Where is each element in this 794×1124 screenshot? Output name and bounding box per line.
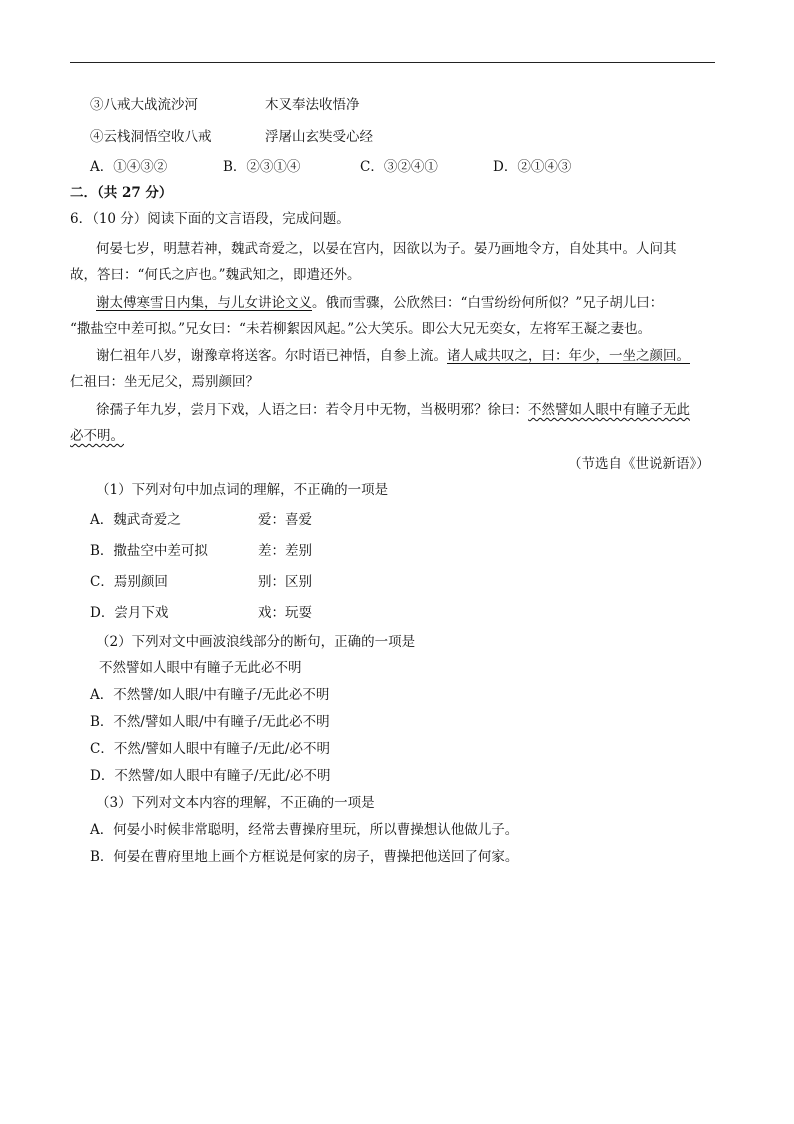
passage-source: （节选自《世说新语》） <box>568 456 710 472</box>
match-row-left: ③八戒大战流沙河 <box>90 97 198 113</box>
sub1-question: （1）下列对句中加点词的理解，不正确的一项是 <box>96 482 389 498</box>
sub1-option-a-gloss: 爱：喜爱 <box>258 512 312 528</box>
sub2-option-a[interactable]: A．不然譬/如人眼/中有瞳子/无此必不明 <box>90 687 330 703</box>
wavy-underlined-sentence: 不然譬如人眼中有瞳子无此 <box>528 402 690 418</box>
sub1-option-d[interactable]: D．尝月下戏 <box>90 605 169 621</box>
passage-text: 。俄而雪骤，公欣然曰：“白雪纷纷何所似？”兄子胡儿曰： <box>312 295 664 311</box>
passage-text: 徐孺子年九岁，尝月下戏，人语之曰：若令月中无物，当极明邪？徐曰： <box>96 402 528 418</box>
sub2-option-c[interactable]: C．不然/譬如人眼中有瞳子/无此/必不明 <box>90 741 330 757</box>
match-row-right: 木叉奉法收悟净 <box>265 97 360 113</box>
sub2-option-b[interactable]: B．不然/譬如人眼/中有瞳子/无此必不明 <box>90 714 330 730</box>
sub1-option-d-gloss: 戏：玩耍 <box>258 605 312 621</box>
sub1-option-a[interactable]: A．魏武奇爱之 <box>90 512 181 528</box>
sub1-option-c[interactable]: C．焉别颜回 <box>90 574 168 590</box>
passage-p2-line1 <box>96 294 663 312</box>
match-row-right: 浮屠山玄奘受心经 <box>265 129 373 145</box>
passage-p4-line2 <box>70 427 124 445</box>
q5-option-a[interactable]: A．①④③② <box>90 159 168 175</box>
sub2-sentence: 不然譬如人眼中有瞳子无此必不明 <box>99 660 302 676</box>
passage-p4-line1 <box>96 401 690 419</box>
passage-p3-line2: 仁祖曰：坐无尼父，焉别颜回？ <box>70 374 259 390</box>
underlined-sentence: 诸人咸共叹之，曰：年少，一坐之颜回。 <box>447 348 690 364</box>
sub1-option-b[interactable]: B．撒盐空中差可拟 <box>90 543 208 559</box>
sub3-question: （3）下列对文本内容的理解，不正确的一项是 <box>96 795 375 811</box>
passage-p1-line1: 何晏七岁，明慧若神，魏武奇爱之，以晏在宫内，因欲以为子。晏乃画地令方，自处其中。人问其 <box>96 241 677 257</box>
header-rule <box>70 62 715 63</box>
match-row-left: ④云栈洞悟空收八戒 <box>90 129 212 145</box>
sub3-option-b[interactable]: B．何晏在曹府里地上画个方框说是何家的房子，曹操把他送回了何家。 <box>90 849 519 865</box>
sub2-question: （2）下列对文中画波浪线部分的断句，正确的一项是 <box>96 634 416 650</box>
wavy-underlined-sentence: 必不明。 <box>70 428 124 444</box>
passage-p1-line2: 故，答曰：“何氏之庐也。”魏武知之，即遣还外。 <box>70 267 361 283</box>
passage-p2-line2: “撒盐空中差可拟。”兄女曰：“未若柳絮因风起。”公大笑乐。即公大兄无奕女，左将军王凝之妻也。 <box>70 321 652 337</box>
passage-text: 谢仁祖年八岁，谢豫章将送客。尔时语已神悟，自参上流。 <box>96 348 447 364</box>
q6-stem: 6．（10 分）阅读下面的文言语段，完成问题。 <box>70 211 350 227</box>
q5-option-b[interactable]: B．②③①④ <box>223 159 301 175</box>
passage-p3-line1 <box>96 347 690 365</box>
q5-option-c[interactable]: C．③②④① <box>360 159 438 175</box>
sub3-option-a[interactable]: A．何晏小时候非常聪明，经常去曹操府里玩，所以曹操想认他做儿子。 <box>90 822 519 838</box>
section-title: 二．（共 27 分） <box>70 185 173 201</box>
q5-option-d[interactable]: D．②①④③ <box>493 159 572 175</box>
underlined-sentence: 谢太傅寒雪日内集，与儿女讲论文义 <box>96 295 312 311</box>
sub2-option-d[interactable]: D．不然譬/如人眼中有瞳子/无此/必不明 <box>90 768 331 784</box>
sub1-option-b-gloss: 差：差别 <box>258 543 312 559</box>
sub1-option-c-gloss: 别：区别 <box>258 574 312 590</box>
